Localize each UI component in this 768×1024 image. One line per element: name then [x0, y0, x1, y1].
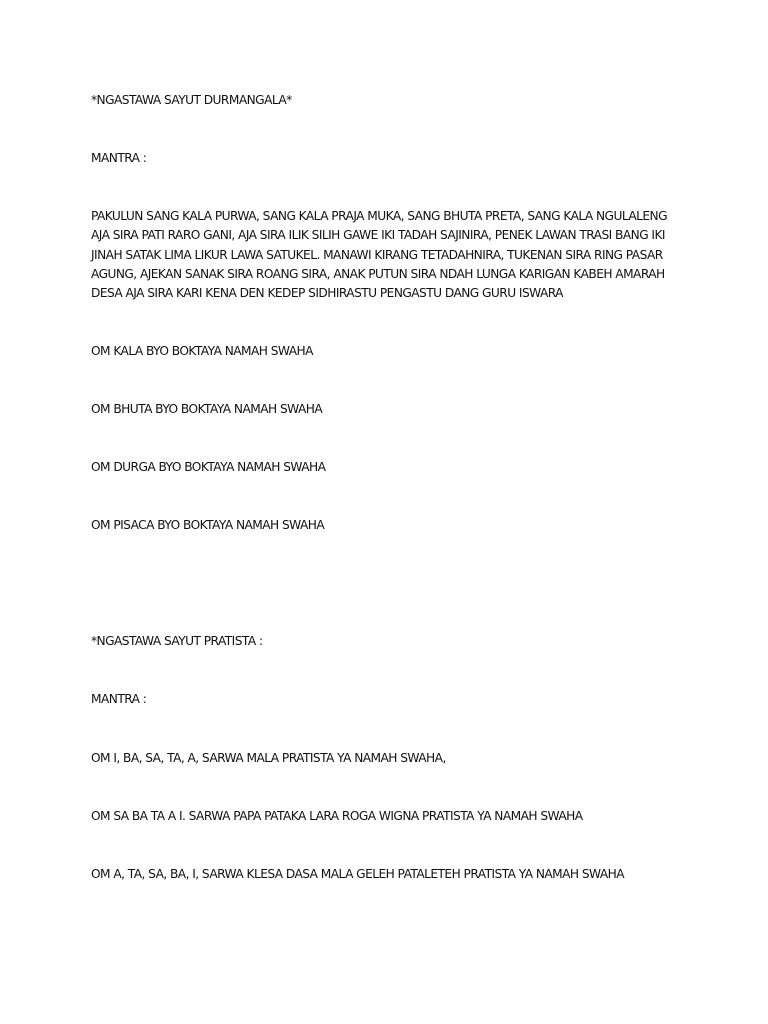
- mantra-line: OM I, BA, SA, TA, A, SARWA MALA PRATISTA YA NAMAH SWAHA,: [91, 751, 446, 765]
- mantra-line: OM A, TA, SA, BA, I, SARWA KLESA DASA MALA GELEH PATALETEH PRATISTA YA NAMAH SWAHA: [91, 867, 625, 881]
- mantra-line: OM DURGA BYO BOKTAYA NAMAH SWAHA: [91, 460, 326, 474]
- section1-mantra-label: MANTRA :: [91, 151, 147, 165]
- mantra-line: OM BHUTA BYO BOKTAYA NAMAH SWAHA: [91, 402, 323, 416]
- paragraph-line: DESA AJA SIRA KARI KENA DEN KEDEP SIDHIRASTU PENGASTU DANG GURU ISWARA: [91, 286, 563, 301]
- paragraph-line: AJA SIRA PATI RARO GANI, AJA SIRA ILIK SILIH GAWE IKI TADAH SAJINIRA, PENEK LAWAN TRASI BANG IKI: [91, 228, 665, 243]
- section1-heading: *NGASTAWA SAYUT DURMANGALA*: [91, 93, 292, 107]
- section1-paragraph: [91, 207, 691, 303]
- mantra-line: OM KALA BYO BOKTAYA NAMAH SWAHA: [91, 344, 313, 358]
- mantra-line: OM SA BA TA A I. SARWA PAPA PATAKA LARA ROGA WIGNA PRATISTA YA NAMAH SWAHA: [91, 809, 583, 823]
- paragraph-line: AGUNG, AJEKAN SANAK SIRA ROANG SIRA, ANAK PUTUN SIRA NDAH LUNGA KARIGAN KABEH AMARAH: [91, 266, 665, 281]
- paragraph-line: PAKULUN SANG KALA PURWA, SANG KALA PRAJA MUKA, SANG BHUTA PRETA, SANG KALA NGULALENG: [91, 209, 667, 223]
- section2-heading: *NGASTAWA SAYUT PRATISTA :: [91, 634, 263, 648]
- section2-mantra-label: MANTRA :: [91, 692, 147, 706]
- mantra-line: OM PISACA BYO BOKTAYA NAMAH SWAHA: [91, 518, 325, 532]
- paragraph-line: JINAH SATAK LIMA LIKUR LAWA SATUKEL. MANAWI KIRANG TETADAHNIRA, TUKENAN SIRA RING PASAR: [91, 247, 663, 262]
